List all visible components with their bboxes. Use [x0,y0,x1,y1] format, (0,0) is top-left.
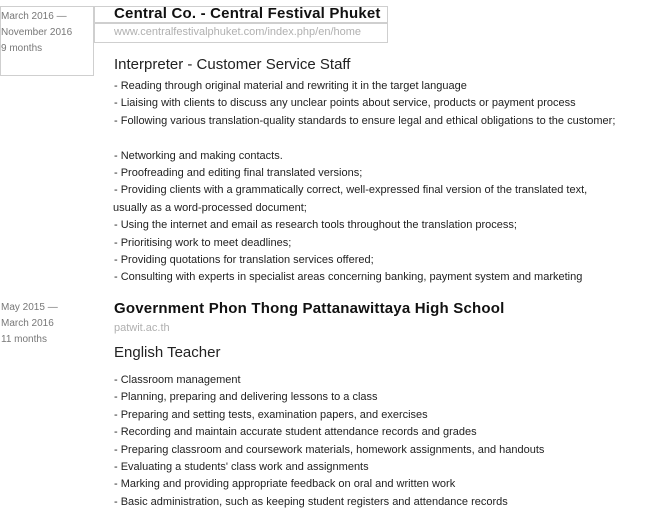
organization-website[interactable]: patwit.ac.th [114,322,170,334]
duration: 11 months [1,334,47,345]
organization-name: Central Co. - Central Festival Phuket [114,5,381,22]
duty-item: - Providing clients with a grammatically correct, well-expressed final version of the translated text, [114,184,588,197]
date-range [1,300,93,348]
duty-item: - Reading through original material and rewriting it in the target language [114,80,467,92]
duty-item: - Preparing and setting tests, examination papers, and exercises [114,408,428,421]
organization-website[interactable]: www.centralfestivalphuket.com/index.php/en/home [114,26,362,38]
duties-list [114,372,662,511]
job-title: English Teacher [114,344,221,361]
end-date: March 2016 [1,318,54,329]
duty-item: usually as a word-processed document; [113,201,307,214]
duty-item: - Using the internet and email as research tools throughout the translation process; [114,219,517,232]
duty-item: - Basic administration, such as keeping student registers and attendance records [114,495,508,508]
start-date: March 2016 — [1,11,67,22]
job-title: Interpreter - Customer Service Staff [114,56,351,73]
end-date: November 2016 [1,27,73,38]
duration: 9 months [1,43,43,54]
duty-item: - Prioritising work to meet deadlines; [114,236,292,249]
duty-item: - Liaising with clients to discuss any unclear points about service, products or payment process [114,97,576,110]
duty-item: - Providing quotations for translation services offered; [114,254,374,267]
start-date: May 2015 — [1,302,58,313]
duty-item: - Consulting with experts in specialist areas concerning banking, payment system and marketing [114,271,583,284]
duties-list [114,78,662,287]
duty-item: - Marking and providing appropriate feedback on oral and written work [114,478,456,491]
duty-item: - Classroom management [114,374,241,386]
duty-item: - Proofreading and editing final translated versions; [114,167,363,180]
duty-item: - Planning, preparing and delivering lessons to a class [114,391,378,404]
duty-item: - Following various translation-quality standards to ensure legal and ethical obligations to the customer; [114,114,616,127]
date-range [1,9,93,57]
duty-item: - Preparing classroom and coursework materials, homework assignments, and handouts [114,443,545,456]
blank-line [114,130,662,147]
duty-item: - Evaluating a students' class work and assignments [114,461,369,474]
duty-item: - Recording and maintain accurate student attendance records and grades [114,426,477,439]
duty-item: - Networking and making contacts. [114,149,283,162]
organization-name: Government Phon Thong Pattanawittaya High School [114,300,505,317]
